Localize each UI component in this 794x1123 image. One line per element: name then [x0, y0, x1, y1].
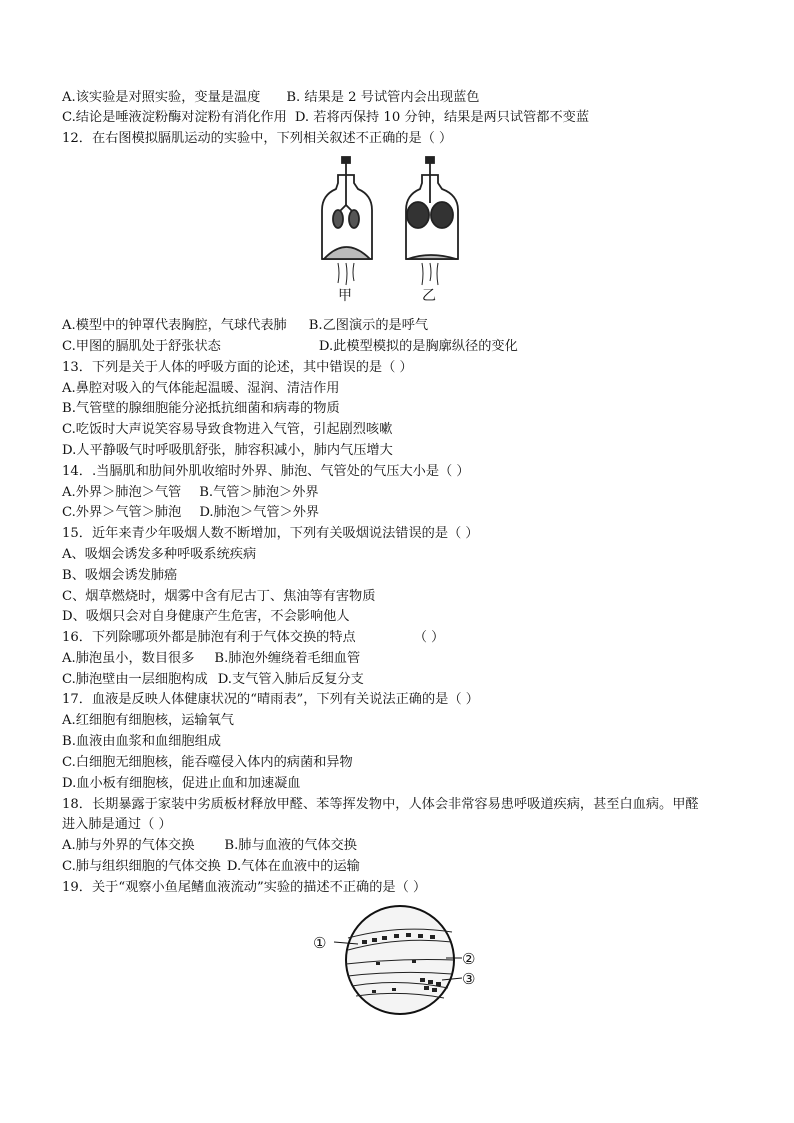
- q11-option-c: C.结论是唾液淀粉酶对淀粉有消化作用: [62, 110, 287, 125]
- q11-option-d: D. 若将丙保持 10 分钟，结果是两只试管都不变蓝: [294, 110, 590, 125]
- q14-option-a: A.外界＞肺泡＞气管: [62, 485, 182, 500]
- q12-option-b: B.乙图演示的是呼气: [308, 318, 429, 333]
- q18-option-d: D.气体在血液中的运输: [226, 859, 360, 874]
- bell-jar-illustration: [318, 155, 470, 305]
- jar-jia: [322, 157, 372, 285]
- diaphragm-model-figure: [318, 155, 470, 305]
- jar-yi: [406, 157, 458, 285]
- q11-option-a: A.该实验是对照实验，变量是温度: [62, 90, 261, 105]
- q12-option-row-1: [62, 316, 428, 336]
- q13-option-b: B.气管壁的腺细胞能分泌抵抗细菌和病毒的物质: [62, 401, 340, 416]
- q14-stem: 14．.当膈肌和肋间外肌收缩时外界、肺泡、气管处的气压大小是（ ）: [62, 464, 470, 479]
- q18-option-b: B.肺与血液的气体交换: [224, 838, 357, 853]
- q17-option-c: C.白细胞无细胞核，能吞噬侵入体内的病菌和异物: [62, 755, 353, 770]
- q11-option-row-2: [62, 108, 589, 128]
- q16-stem-row: [62, 628, 444, 648]
- q19-stem: 19．关于“观察小鱼尾鳍血液流动”实验的描述不正确的是（ ）: [62, 880, 427, 895]
- q15-option-a: A、吸烟会诱发多种呼吸系统疾病: [62, 547, 257, 562]
- label-3: ③: [462, 970, 476, 988]
- q14-option-b: B.气管＞肺泡＞外界: [199, 485, 319, 500]
- q14-option-row-1: [62, 483, 319, 503]
- q13-option-c: C.吃饭时大声说笑容易导致食物进入气管，引起剧烈咳嗽: [62, 422, 393, 437]
- q18-option-row-1: [62, 836, 357, 856]
- q15-option-b: B、吸烟会诱发肺癌: [62, 568, 178, 583]
- q16-option-b: B.肺泡外缠绕着毛细血管: [214, 651, 361, 666]
- q12-option-a: A.模型中的钟罩代表胸腔，气球代表肺: [62, 318, 287, 333]
- q14-option-c: C.外界＞气管＞肺泡: [62, 505, 182, 520]
- q18-stem-line-1: 18．长期暴露于家装中劣质板材释放甲醛、苯等挥发物中，人体会非常容易患呼吸道疾病，甚至白血病。甲醛: [62, 797, 699, 812]
- q17-option-d: D.血小板有细胞核，促进止血和加速凝血: [62, 776, 301, 791]
- q17-stem: 17．血液是反映人体健康状况的“晴雨表”，下列有关说法正确的是（ ）: [62, 692, 479, 707]
- q14-option-row-2: [62, 503, 319, 523]
- q13-option-a: A.鼻腔对吸入的气体能起温暖、湿润、清洁作用: [62, 381, 340, 396]
- q18-option-row-2: [62, 857, 360, 877]
- q15-stem: 15．近年来青少年吸烟人数不断增加，下列有关吸烟说法错误的是（ ）: [62, 526, 479, 541]
- q17-option-a: A.红细胞有细胞核，运输氧气: [62, 713, 234, 728]
- q12-stem: 12．在右图模拟膈肌运动的实验中，下列相关叙述不正确的是（ ）: [62, 131, 453, 146]
- q18-option-c: C.肺与组织细胞的气体交换: [62, 859, 221, 874]
- q11-option-row-1: [62, 88, 479, 108]
- q16-option-row-1: [62, 649, 360, 669]
- q16-bracket: （ ）: [413, 630, 445, 645]
- q12-option-c: C.甲图的膈肌处于舒张状态: [62, 339, 221, 354]
- q11-option-b: B. 结果是 2 号试管内会出现蓝色: [286, 90, 480, 105]
- q18-stem-line-2: 进入肺是通过（ ）: [62, 817, 172, 832]
- q14-option-d: D.肺泡＞气管＞外界: [199, 505, 320, 520]
- label-jia: 甲: [338, 288, 352, 304]
- q12-option-row-2: [62, 337, 518, 357]
- q15-option-d: D、吸烟只会对自身健康产生危害，不会影响他人: [62, 609, 350, 624]
- q17-option-b: B.血液由血浆和血细胞组成: [62, 734, 221, 749]
- q16-option-row-2: [62, 670, 364, 690]
- q15-option-c: C、烟草燃烧时，烟雾中含有尼古丁、焦油等有害物质: [62, 589, 376, 604]
- q13-stem: 13．下列是关于人体的呼吸方面的论述，其中错误的是（ ）: [62, 360, 413, 375]
- label-yi: 乙: [422, 288, 436, 304]
- q16-option-a: A.肺泡虽小，数目很多: [62, 651, 195, 666]
- q16-stem: 16．下列除哪项外都是肺泡有利于气体交换的特点: [62, 630, 356, 645]
- q12-option-d: D.此模型模拟的是胸廓纵径的变化: [318, 339, 518, 354]
- q18-option-a: A.肺与外界的气体交换: [62, 838, 195, 853]
- q16-option-c: C.肺泡壁由一层细胞构成: [62, 672, 208, 687]
- label-2: ②: [462, 950, 476, 968]
- q16-option-d: D.支气管入肺后反复分支: [217, 672, 364, 687]
- fish-tail-microscope-figure: [312, 902, 488, 1018]
- q13-option-d: D.人平静吸气时呼吸肌舒张，肺容积减小，肺内气压增大: [62, 443, 393, 458]
- label-1: ①: [313, 934, 327, 952]
